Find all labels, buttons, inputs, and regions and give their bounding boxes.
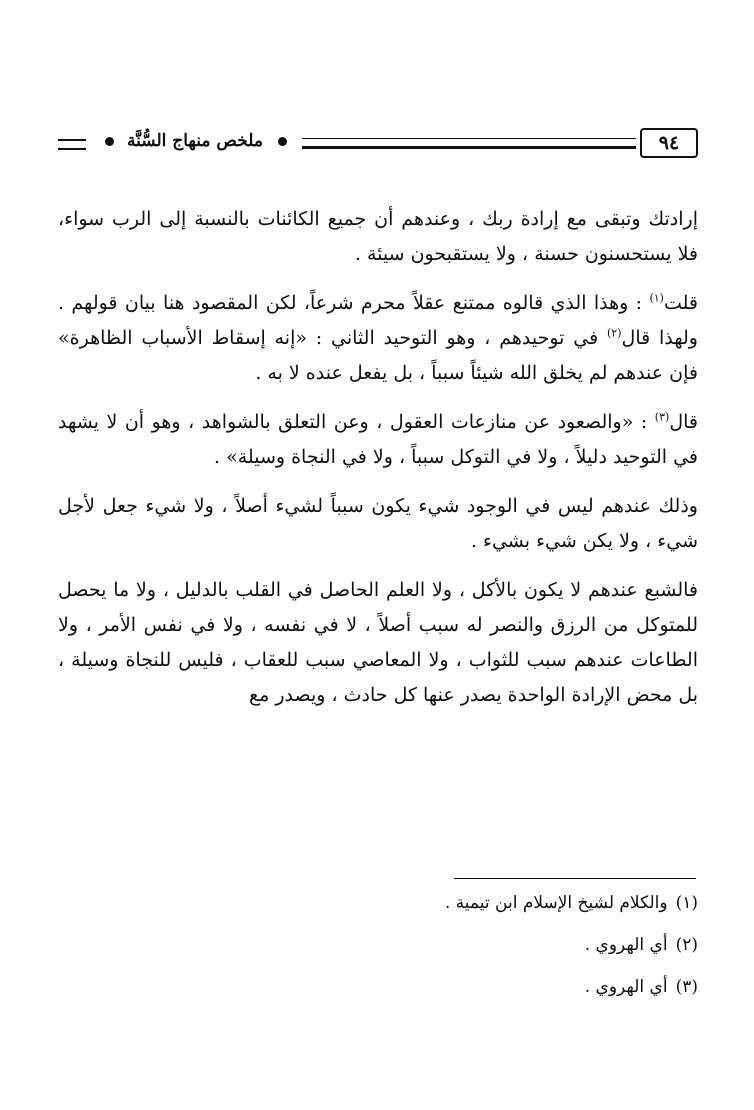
- page-header: [58, 128, 698, 164]
- bullet-dot-icon: [105, 137, 114, 146]
- page-number: ٩٤: [640, 128, 698, 158]
- paragraph-2: [58, 286, 698, 391]
- running-title: ملخص منهاج السُّنَّة: [127, 131, 263, 151]
- footnote-ref-3[interactable]: (٣): [654, 410, 670, 424]
- paragraph-2-part-b: : وهذا الذي قالوه ممتنع عقلاً محرم شرعاً، لكن المقصود هنا بيان قولهم . ولهذا قال: [58, 292, 698, 349]
- paragraph-2-part-a: قلت: [663, 292, 698, 314]
- footnote-2: [58, 934, 698, 956]
- footnote-ref-2[interactable]: (٢): [607, 326, 622, 340]
- paragraph-3-part-b: : «والصعود عن منازعات العقول ، وعن التعلق بالشواهد ، وهو أن لا يشهد في التوحيد دليلاً ، ولا في التوكل سبباً ، ولا في النجاة وسيلة» .: [58, 411, 698, 468]
- paragraph-5: فالشبع عندهم لا يكون بالأكل ، ولا العلم الحاصل في القلب بالدليل ، ولا ما يحصل للمتوكل من الرزق والنصر له سبب أصلاً ، لا في نفسه ، ولا في نفس الأمر ، ولا الطاعات عندهم سبب للثواب ، ولا المعاصي سبب للعقاب ، فليس للنجاة وسيلة ، بل محض الإرادة الواحدة يصدر عنها كل حادث ، ويصدر مع: [58, 579, 698, 706]
- footnote-number: (١): [675, 893, 698, 913]
- double-rule-ornament: [58, 139, 86, 150]
- footnote-number: (٣): [675, 977, 698, 997]
- paragraph-1: إرادتك وتبقى مع إرادة ربك ، وعندهم أن جميع الكائنات بالنسبة إلى الرب سواء، فلا يستحسنون حسنة ، ولا يستقبحون سيئة .: [58, 208, 698, 265]
- footnote-separator: [454, 878, 696, 879]
- footnote-text: والكلام لشيخ الإسلام ابن تيمية .: [444, 893, 668, 913]
- header-rule: [302, 138, 636, 149]
- bullet-dot-icon: [278, 137, 287, 146]
- footnote-text: أي الهروي .: [584, 977, 668, 997]
- footnote-text: أي الهروي .: [584, 935, 668, 955]
- main-text: [58, 202, 698, 727]
- paragraph-2-part-c: في توحيدهم ، وهو التوحيد الثاني : «إنه إسقاط الأسباب الظاهرة» فإن عندهم لم يخلق الله شيئاً سبباً ، بل يفعل عنده لا به .: [58, 327, 698, 384]
- footnote-number: (٢): [675, 935, 698, 955]
- footnote-1: [58, 892, 698, 914]
- paragraph-4: وذلك عندهم ليس في الوجود شيء يكون سبباً لشيء أصلاً ، ولا شيء جعل لأجل شيء ، ولا يكن شيء بشيء .: [58, 495, 698, 552]
- paragraph-3-part-a: قال: [669, 411, 698, 433]
- footnote-3: [58, 976, 698, 998]
- footnotes: [58, 892, 698, 1018]
- footnote-ref-1[interactable]: (١): [649, 291, 664, 305]
- paragraph-3: [58, 405, 698, 475]
